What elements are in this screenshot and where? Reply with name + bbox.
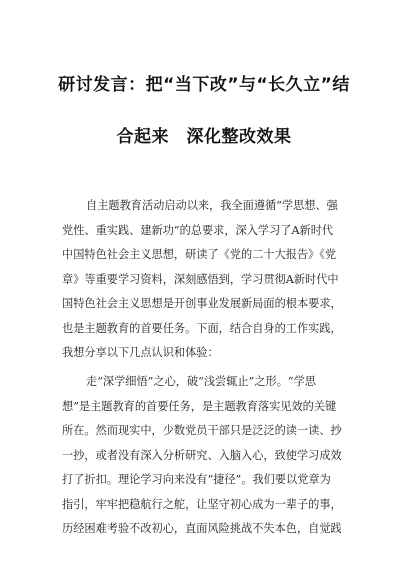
- text-line: 指引，牢牢把稳航行之舵，让坚守初心成为一辈子的事，: [62, 497, 342, 511]
- paragraph-point-1: [62, 370, 352, 542]
- document-title-line-1: 研讨发言：把“当下改”与“长久立”结: [58, 75, 350, 95]
- text-line: 历经困难考验不改初心，直面风险挑战不失本色，自觉践: [62, 522, 342, 535]
- text-line: 我想分享以下几点认识和体验：: [62, 346, 219, 359]
- text-line: 一抄，或者没有深入分析研究、入脑入心，致使学习成效: [62, 448, 342, 462]
- text-line: 想”是主题教育的首要任务，是主题教育落实见效的关键: [62, 399, 337, 413]
- text-line: 章》等重要学习资料，深刻感悟到，学习贯彻A新时代中: [62, 272, 339, 286]
- text-line: 中国特色社会主义思想，研读了《党的二十大报告》《党: [62, 248, 337, 261]
- document-title-line-2: 合起来 深化整改效果: [116, 127, 292, 147]
- text-line: 自主题教育活动启动以来，我全面遵循“学思想、强: [86, 199, 338, 212]
- text-line: 党性、重实践、建新功”的总要求，深入学习了A新时代: [62, 223, 334, 237]
- text-line: 所在。然而现实中，少数党员干部只是泛泛的读一读、抄: [62, 424, 342, 437]
- text-line: 也是主题教育的首要任务。下面，结合自身的工作实践，: [62, 321, 342, 335]
- text-line: 打了折扣。理论学习向来没有“捷径”。我们要以党章为: [62, 473, 331, 486]
- text-line: 走“深学细悟”之心，破“浅尝辄止”之形。“学思: [86, 375, 316, 388]
- paragraph-intro: [62, 194, 352, 366]
- text-line: 国特色社会主义思想是开创事业发展新局面的根本要求，: [62, 297, 342, 310]
